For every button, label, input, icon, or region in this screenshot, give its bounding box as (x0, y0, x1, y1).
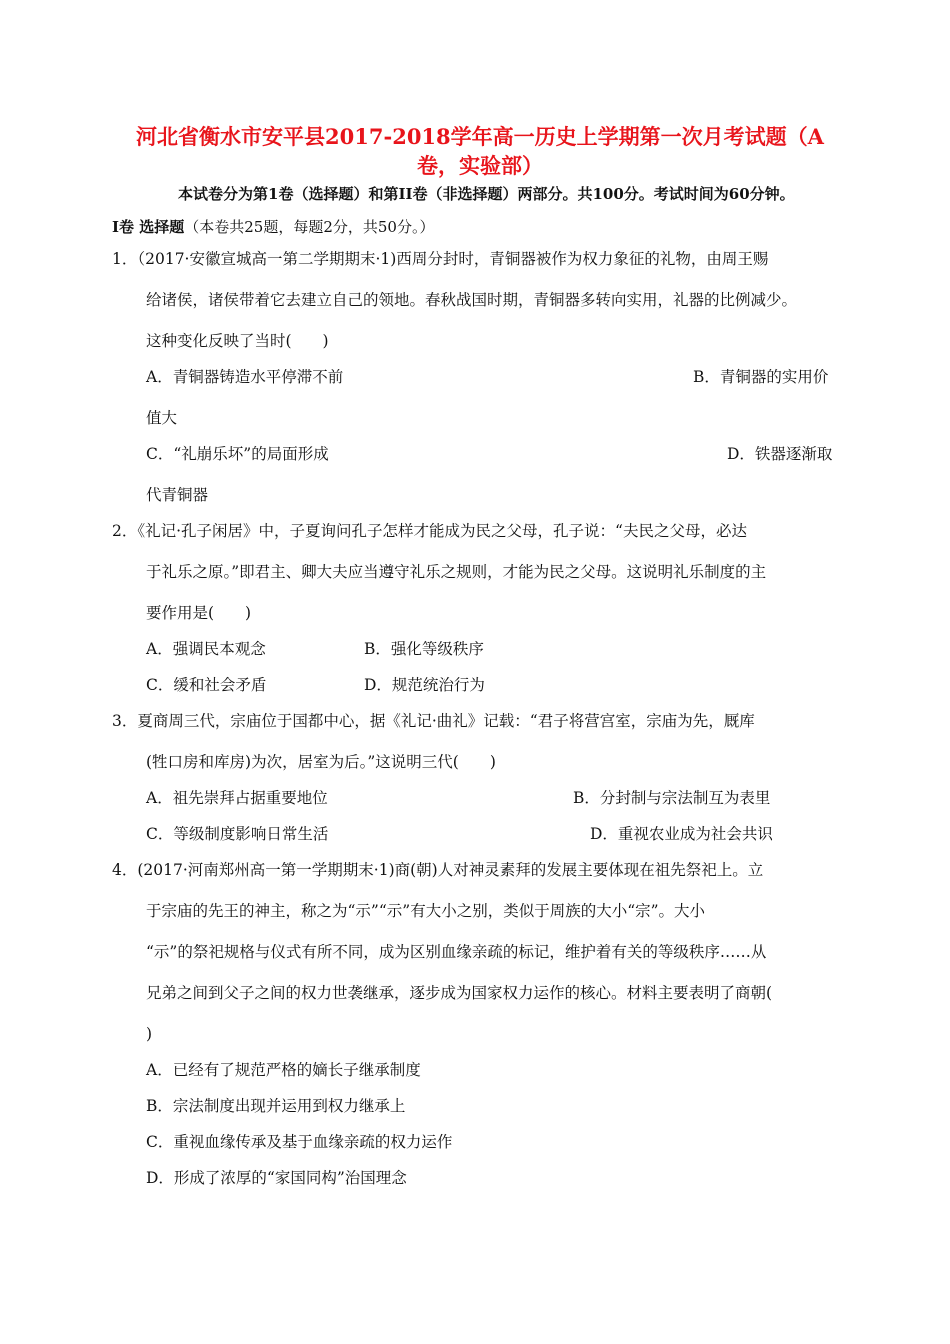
question-3-option-b: B．分封制与宗法制互为表里 (573, 789, 771, 807)
question-2-line-2: 于礼乐之原。”即君主、卿大夫应当遵守礼乐之规则，才能为民之父母。这说明礼乐制度的主 (146, 563, 767, 581)
question-1-option-b: B．青铜器的实用价 (693, 368, 829, 386)
question-1-option-a: A．青铜器铸造水平停滞不前 (146, 368, 344, 386)
question-2-option-a: A．强调民本观念 (146, 640, 266, 658)
question-2-line-1: 2．《礼记·孔子闲居》中，子夏询问孔子怎样才能成为民之父母，孔子说：“夫民之父母，必达 (112, 522, 747, 540)
question-3-line-1: 3．夏商周三代，宗庙位于国都中心，据《礼记·曲礼》记载：“君子将营宫室，宗庙为先，厩库 (112, 712, 755, 730)
exam-title-line-1: 河北省衡水市安平县2017-2018学年高一历史上学期第一次月考试题（A (136, 124, 824, 149)
question-3-line-2: (牲口房和库房)为次，居室为后。”这说明三代( ) (146, 753, 496, 771)
question-2-option-c: C．缓和社会矛盾 (146, 676, 267, 694)
question-2-option-d: D．规范统治行为 (364, 676, 485, 694)
question-4-line-4: 兄弟之间到父子之间的权力世袭继承，逐步成为国家权力运作的核心。材料主要表明了商朝( (146, 984, 773, 1002)
question-1-option-c: C．“礼崩乐坏”的局面形成 (146, 445, 329, 463)
question-4-option-d: D．形成了浓厚的“家国同构”治国理念 (146, 1169, 407, 1187)
question-4-line-5: ) (146, 1025, 153, 1043)
exam-instructions: 本试卷分为第1卷（选择题）和第II卷（非选择题）两部分。共100分。考试时间为60分钟。 (178, 185, 795, 203)
section-heading (112, 216, 434, 237)
question-2-option-b: B．强化等级秩序 (364, 640, 484, 658)
question-4-option-a: A．已经有了规范严格的嫡长子继承制度 (146, 1061, 421, 1079)
section-title: I卷 选择题 (112, 218, 185, 236)
exam-title-line-2: 卷，实验部） (417, 153, 543, 178)
question-1-option-b-cont: 值大 (146, 409, 178, 427)
question-3-option-d: D．重视农业成为社会共识 (590, 825, 773, 843)
question-1-option-d-cont: 代青铜器 (146, 486, 209, 504)
question-3-option-a: A．祖先崇拜占据重要地位 (146, 789, 328, 807)
question-3-option-c: C．等级制度影响日常生活 (146, 825, 329, 843)
question-4-option-c: C．重视血缘传承及基于血缘亲疏的权力运作 (146, 1133, 453, 1151)
question-2-line-3: 要作用是( ) (146, 604, 252, 622)
question-1-line-2: 给诸侯，诸侯带着它去建立自己的领地。春秋战国时期，青铜器多转向实用，礼器的比例减少。 (146, 291, 798, 309)
question-1-option-d: D．铁器逐渐取 (727, 445, 833, 463)
question-4-option-b: B．宗法制度出现并运用到权力继承上 (146, 1097, 406, 1115)
section-note: （本卷共25题，每题2分，共50分。） (184, 218, 435, 236)
question-1-line-3: 这种变化反映了当时( ) (146, 332, 329, 350)
question-4-line-3: “示”的祭祀规格与仪式有所不同，成为区别血缘亲疏的标记，维护着有关的等级秩序……从 (146, 943, 767, 961)
question-4-line-1: 4．(2017·河南郑州高一第一学期期末·1)商(朝)人对神灵素拜的发展主要体现在祖先祭祀上。立 (112, 861, 764, 879)
question-4-line-2: 于宗庙的先王的神主，称之为“示”“示”有大小之别，类似于周族的大小“宗”。大小 (146, 902, 706, 920)
question-1-line-1: 1．（2017·安徽宣城高一第二学期期末·1)西周分封时，青铜器被作为权力象征的礼物，由周王赐 (112, 250, 769, 268)
